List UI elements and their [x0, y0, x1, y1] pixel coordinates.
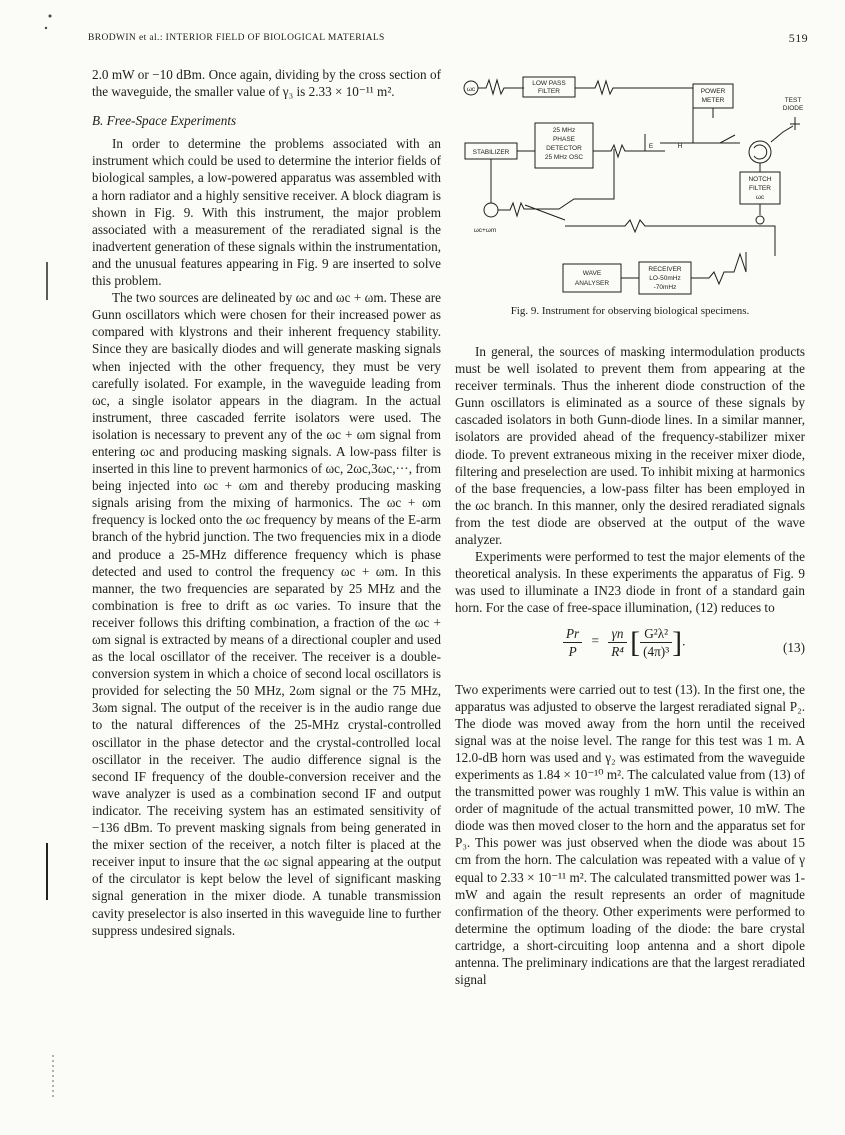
paragraph: 2.0 mW or −10 dBm. Once again, dividing by the cross section of the waveguide, the smaller value of γ₃ is 2.33 × 10⁻¹¹ m². [92, 67, 441, 100]
equation-rhs: $\frac{\gamma n}{\text{R⁴}}$ [608, 625, 627, 660]
figure-block-diagram [455, 60, 807, 300]
label-lo: LO-50mHz [649, 275, 681, 282]
label-wc: ωc [466, 86, 476, 93]
label-filter: FILTER [538, 88, 560, 95]
equation-bracket: $\frac{\text{G²λ²}}{\text{(4π)³}}$ [640, 625, 672, 660]
paragraph: The two sources are delineated by ωc and ωc + ωm. These are Gunn oscillators which were chosen for their increased power as compared with klystrons and their inherent frequency stability. Since they are basically diodes and will generate masking signals when injected with the other frequency, they must be very carefully isolated. For example, in the waveguide leading from ωc, a single isolator appears in the diagram. In the actual instrument, three cascaded ferrite isolators were used. The isolation is necessary to prevent any of the ωc + ωm signal from entering ωc and producing masking signals. A low-pass filter is inserted in this line to prevent harmonics of ωc, 2ωc,3ωc,···, from being injected into ωc + ωm and thereby producing masking signals arising from the mixing of harmonics. The ωc + ωm frequency is locked onto the ωc frequency by means of the E-arm branch of the hybrid junction. The two frequencies mix in a diode and produce a 25-MHz difference frequency which is phase detected and used to control the frequency ωc + ωm. In this manner, the two frequencies are separated by 25 MHz and the combination is free to drift as ωc varies. To insure that the receiver follows this drifting combination, a fraction of the ωc + ωm signal is extracted by means of a directional coupler and used as the local oscillator of the receiver. The receiver is a double-conversion system in which a choice of second local oscillators is provided for selecting the 50 MHz, 2ωm signal or the 75 MHz, 3ωm signal. The output of the receiver is in the audio range due to the natural differences of the 25-MHz crystal-controlled oscillator in the phase detector and the crystal-controlled local oscillator in the receiver. The audio difference signal is the second IF frequency of the double-conversion receiver and the wave analyzer is used as a combination second IF and output indicator. The receiving system has an estimated sensitivity of −136 dBm. To prevent masking signals from being generated in the mixer section of the receiver, a notch filter is placed at the receiver input to insure that the ωc signal appearing at the output of the circulator is kept below the level of significant masking signal generation in the mixer diode. A tunable transmission cavity preselector is also inserted in this waveguide line to further suppress undesired signals. [92, 290, 441, 938]
block-diagram [455, 60, 807, 300]
left-column [92, 66, 441, 939]
label-lo-70: -70mHz [653, 284, 677, 291]
paragraph: Two experiments were carried out to test (13). In the first one, the apparatus was adjusted to observe the largest reradiated signal P₂. The diode was moved away from the horn until the received signal was at the noise level. The range for this test was 1 m. A 12.0-dB horn was used and γ₂ was estimated from the waveguide experiments as 1.84 × 10⁻¹⁰ m². The calculated value from (13) of the transmitted power was roughly 1 mW. This value is within an order of magnitude of the actual transmitted power, 10 mW. The diode was then moved closer to the horn and the apparatus set for P₃. This power was just observed when the diode was about 15 cm from the horn. The calculation was repeated with a value of γ equal to 2.33 × 10⁻¹¹ m². The calculated transmitted power was 1-mW and again the result represents an order of magnitude confirmation of the theory. Other experiments were performed to determine the optimum loading of the diode: the bare crystal cartridge, a short-circuiting loop antenna and a short dipole antenna. The preliminary indications are that the largest reradiated signal [455, 681, 805, 988]
page-number: 519 [788, 31, 808, 45]
label-power: POWER [700, 88, 726, 95]
label-receiver: RECEIVER [648, 266, 682, 273]
label-detector: DETECTOR [546, 145, 582, 152]
label-osc: 25 MHz OSC [544, 154, 584, 161]
section-heading: B. Free-Space Experiments [92, 113, 237, 129]
label-diode: DIODE [782, 105, 804, 112]
label-h-arm: H [677, 143, 683, 150]
running-header [88, 33, 808, 47]
label-phase: PHASE [552, 136, 576, 143]
equation-number: (13) [783, 639, 805, 655]
figure-caption: Fig. 9. Instrument for observing biological specimens. [510, 305, 750, 317]
label-low-pass: LOW PASS [532, 80, 566, 87]
label-stabilizer: STABILIZER [472, 149, 510, 156]
label-notch: NOTCH [748, 176, 772, 183]
paragraph: Experiments were performed to test the major elements of the theoretical analysis. In these experiments the apparatus of Fig. 9 was used to illuminate a IN23 diode in front of a standard gain horn. For the case of free-space illumination, (12) reduces to [455, 549, 805, 616]
label-wave: WAVE [582, 270, 602, 277]
label-notch-wc: ωc [755, 194, 765, 201]
right-column [455, 343, 805, 988]
label-test: TEST [784, 97, 802, 104]
label-notch-filter: FILTER [749, 185, 771, 192]
running-title: BRODWIN et al.: INTERIOR FIELD OF BIOLOGICAL MATERIALS [88, 33, 385, 43]
paragraph: In order to determine the problems associated with an instrument which could be used to determine the interior fields of biological samples, a low-powered apparatus was assembled with a horn radiator and a highly sensitive receiver. A block diagram is shown in Fig. 9. With this instrument, the major problem associated with a measurement of the reradiated signal is the inadvertent generation of these signals within the instrumentation, and the unusual features appearing in Fig. 9 are inserted to solve this problem. [92, 136, 441, 289]
paragraph: In general, the sources of masking intermodulation products must be well isolated to prevent them from appearing at the receiver terminals. Thus the inherent diode construction of the Gunn oscillators is eliminated as a source of these signals by cascaded isolators in both Gunn-diode lines. In a similar manner, isolators are provided ahead of the frequency-stabilizer mixer diode. To prevent extraneous mixing in the receiver mixer diode, filtering and preselection are used. To inhibit mixing at harmonics of the base frequencies, a low-pass filter has been employed in the ωc branch. In this manner, only the desired reradiated signals from the test diode are observed at the output of the wave analyzer. [455, 344, 805, 548]
label-analyser: ANALYSER [574, 280, 610, 287]
label-e-arm: E [648, 143, 654, 150]
equation-13: $\frac{Pr}{P}$ = $\frac{\gamma n}{\text{R⁴}}$ [ $\frac{\text{G²λ²}}{\text{(4π)³}}$ ]. (13) [455, 625, 805, 675]
margin-scan-marks [0, 0, 70, 1135]
label-wcwm: ωc+ωm [473, 227, 497, 234]
equation-lhs: $\frac{Pr}{P}$ [563, 625, 582, 660]
label-meter: METER [701, 97, 725, 104]
label-detector-25mhz: 25 MHz [552, 127, 576, 134]
